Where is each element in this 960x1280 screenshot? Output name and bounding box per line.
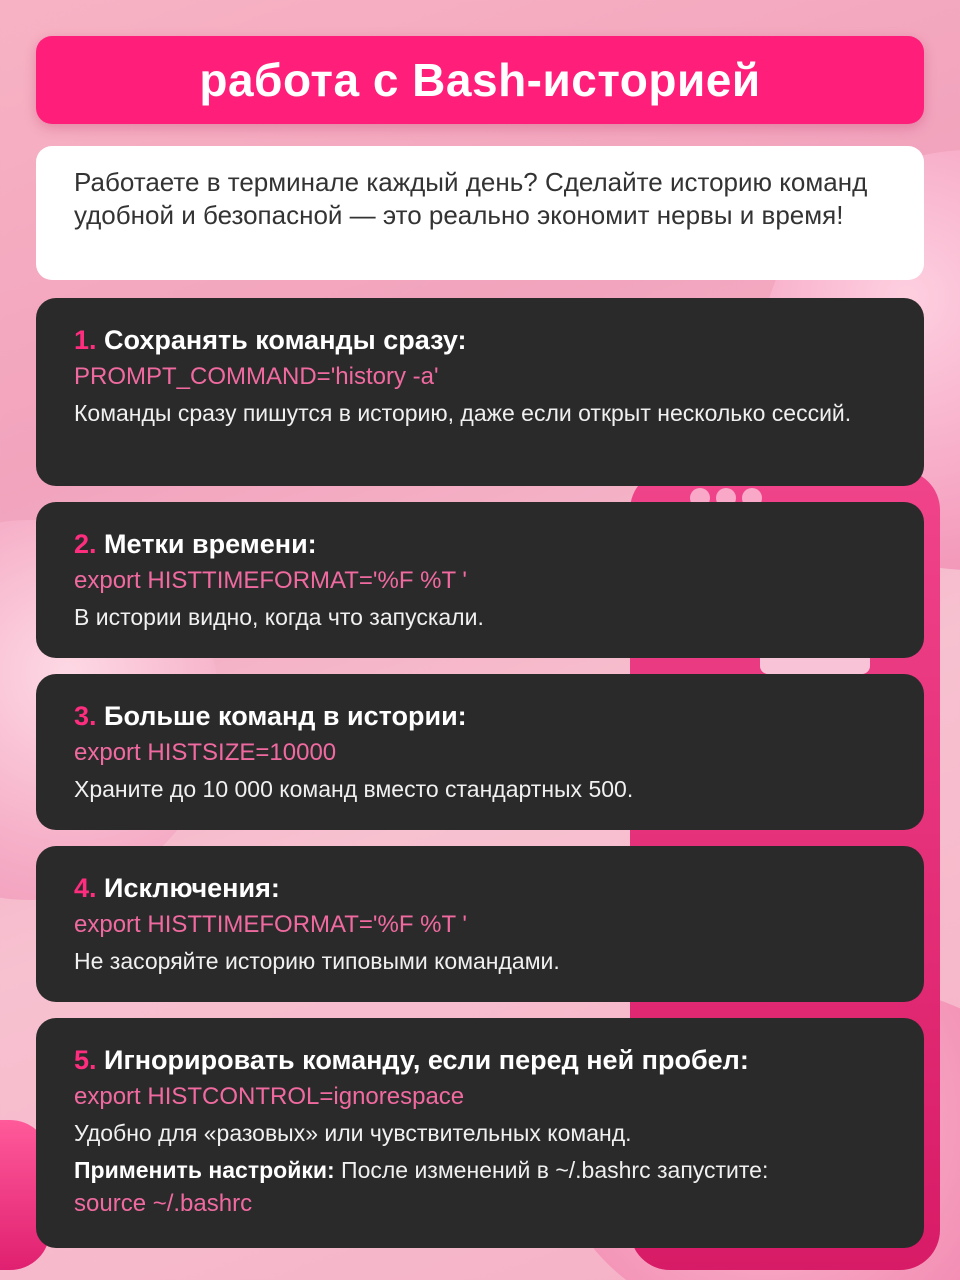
tip-heading: Метки времени: bbox=[104, 529, 317, 559]
title-banner bbox=[36, 36, 924, 124]
tip-number: 5. bbox=[74, 1045, 97, 1075]
tip-code: PROMPT_COMMAND='history -a' bbox=[74, 363, 439, 390]
tip-heading: Игнорировать команду, если перед ней пробел: bbox=[104, 1045, 749, 1075]
tip-description: Не засоряйте историю типовыми командами. bbox=[74, 948, 560, 974]
tip-number: 3. bbox=[74, 701, 97, 731]
tip-card-2 bbox=[36, 502, 924, 658]
tip-code: export HISTTIMEFORMAT='%F %T ' bbox=[74, 567, 467, 594]
tip-description: Удобно для «разовых» или чувствительных команд. bbox=[74, 1120, 632, 1146]
tip-card-3 bbox=[36, 674, 924, 830]
tip-title bbox=[74, 1042, 888, 1078]
tip-description: Команды сразу пишутся в историю, даже если открыт несколько сессий. bbox=[74, 400, 852, 426]
tip-code: export HISTSIZE=10000 bbox=[74, 739, 337, 766]
tip-number: 2. bbox=[74, 529, 97, 559]
tip-title bbox=[74, 322, 888, 358]
tip-heading: Больше команд в истории: bbox=[104, 701, 467, 731]
tip-title bbox=[74, 698, 888, 734]
tip-code: export HISTTIMEFORMAT='%F %T ' bbox=[74, 911, 467, 938]
tip-card-5 bbox=[36, 1018, 924, 1248]
tip-title bbox=[74, 870, 888, 906]
apply-code: source ~/.bashrc bbox=[74, 1190, 253, 1217]
intro-card bbox=[36, 146, 924, 280]
tip-heading: Исключения: bbox=[104, 873, 280, 903]
tip-card-4 bbox=[36, 846, 924, 1002]
intro-text: Работаете в терминале каждый день? Сделайте историю команд удобной и безопасной — это реально экономит нервы и время! bbox=[74, 167, 868, 230]
apply-settings-line bbox=[74, 1155, 888, 1185]
apply-label: Применить настройки: bbox=[74, 1157, 335, 1183]
tip-description: Храните до 10 000 команд вместо стандартных 500. bbox=[74, 776, 634, 802]
tip-number: 4. bbox=[74, 873, 97, 903]
tip-code: export HISTCONTROL=ignorespace bbox=[74, 1083, 465, 1110]
tip-card-1 bbox=[36, 298, 924, 486]
tip-number: 1. bbox=[74, 325, 97, 355]
tip-description: В истории видно, когда что запускали. bbox=[74, 604, 484, 630]
apply-text: После изменений в ~/.bashrc запустите: bbox=[341, 1157, 769, 1183]
tip-heading: Сохранять команды сразу: bbox=[104, 325, 467, 355]
page-title: работа с Bash-историей bbox=[199, 54, 761, 106]
tip-title bbox=[74, 526, 888, 562]
